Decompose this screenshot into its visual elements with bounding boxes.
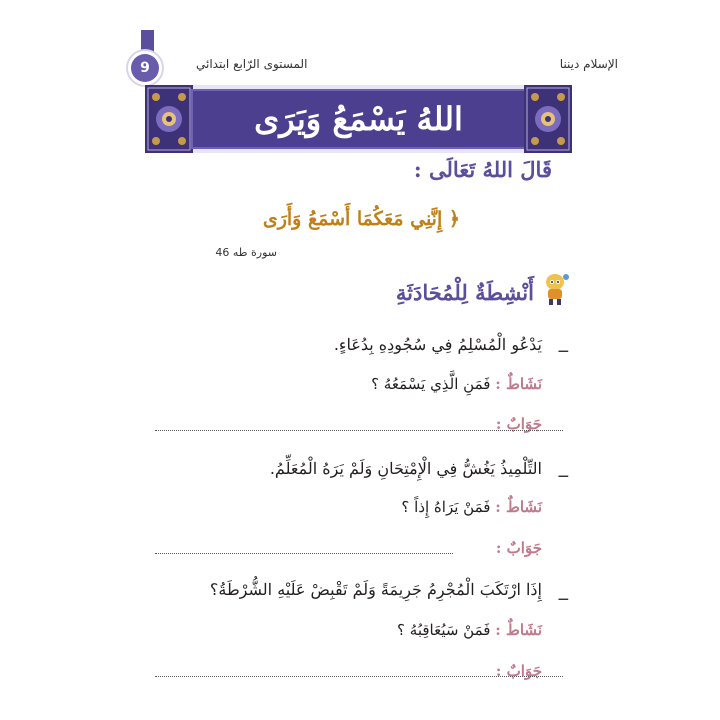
item-question: إِذَا ارْتَكَبَ الْمُجْرِمُ جَرِيمَةً وَلَمْ تَقْبِضْ عَلَيْهِ الشُّرْطَةُ؟ [209, 580, 542, 599]
answer-label: جَوَابٌ : [495, 539, 542, 557]
level-label: المستوى الرّابع ابتدائي [196, 57, 308, 71]
activity-label: نَشَاطٌ : [495, 375, 542, 393]
activity-text: فَمَنِ الَّذِي يَسْمَعُهُ ؟ [371, 375, 491, 393]
item-activity [397, 621, 542, 639]
item-question: التِّلْمِيذُ يَغُشُّ فِي الْإِمْتِحَانِ وَلَمْ يَرَهُ الْمُعَلِّمُ. [269, 459, 542, 478]
banner-center [191, 89, 526, 149]
answer-label: جَوَابٌ : [495, 662, 542, 680]
item-dash: ــ [558, 462, 568, 481]
activities-title: أَنْشِطَةٌ لِلْمُحَادَثَةِ [395, 280, 534, 305]
item-dash: ــ [558, 585, 568, 604]
title-banner [145, 85, 572, 153]
activity-text: فَمَنْ سَيُعَاقِبُهُ ؟ [397, 621, 491, 639]
ornament-right-icon [524, 85, 572, 153]
item-activity [401, 498, 542, 516]
surah-reference: سورة طه 46 [215, 246, 277, 259]
answer-label: جَوَابٌ : [495, 415, 542, 433]
item-question: يَدْعُو الْمُسْلِمُ فِي سُجُودِهِ بِدُعَاءٍ. [333, 335, 542, 354]
item-dash: ــ [558, 337, 568, 356]
character-icon [540, 272, 570, 306]
lesson-title: اللهُ يَسْمَعُ وَيَرَى [254, 100, 463, 138]
answer-line[interactable] [155, 676, 563, 677]
answer-line[interactable] [155, 553, 453, 554]
activity-text: فَمَنْ يَرَاهُ إِذاً ؟ [401, 498, 491, 516]
quote-intro: قَالَ اللهُ تَعَالَى : [413, 157, 552, 182]
quran-verse: ﴿ إِنَّنِي مَعَكُمَا أَسْمَعُ وَأَرَى [262, 208, 460, 230]
activity-label: نَشَاطٌ : [495, 621, 542, 639]
item-activity [371, 375, 542, 393]
page-number-badge: 9 [131, 54, 159, 82]
book-title: الإسلام ديننا [559, 57, 618, 71]
answer-line[interactable] [155, 430, 563, 431]
ornament-left-icon [145, 85, 193, 153]
activity-label: نَشَاطٌ : [495, 498, 542, 516]
